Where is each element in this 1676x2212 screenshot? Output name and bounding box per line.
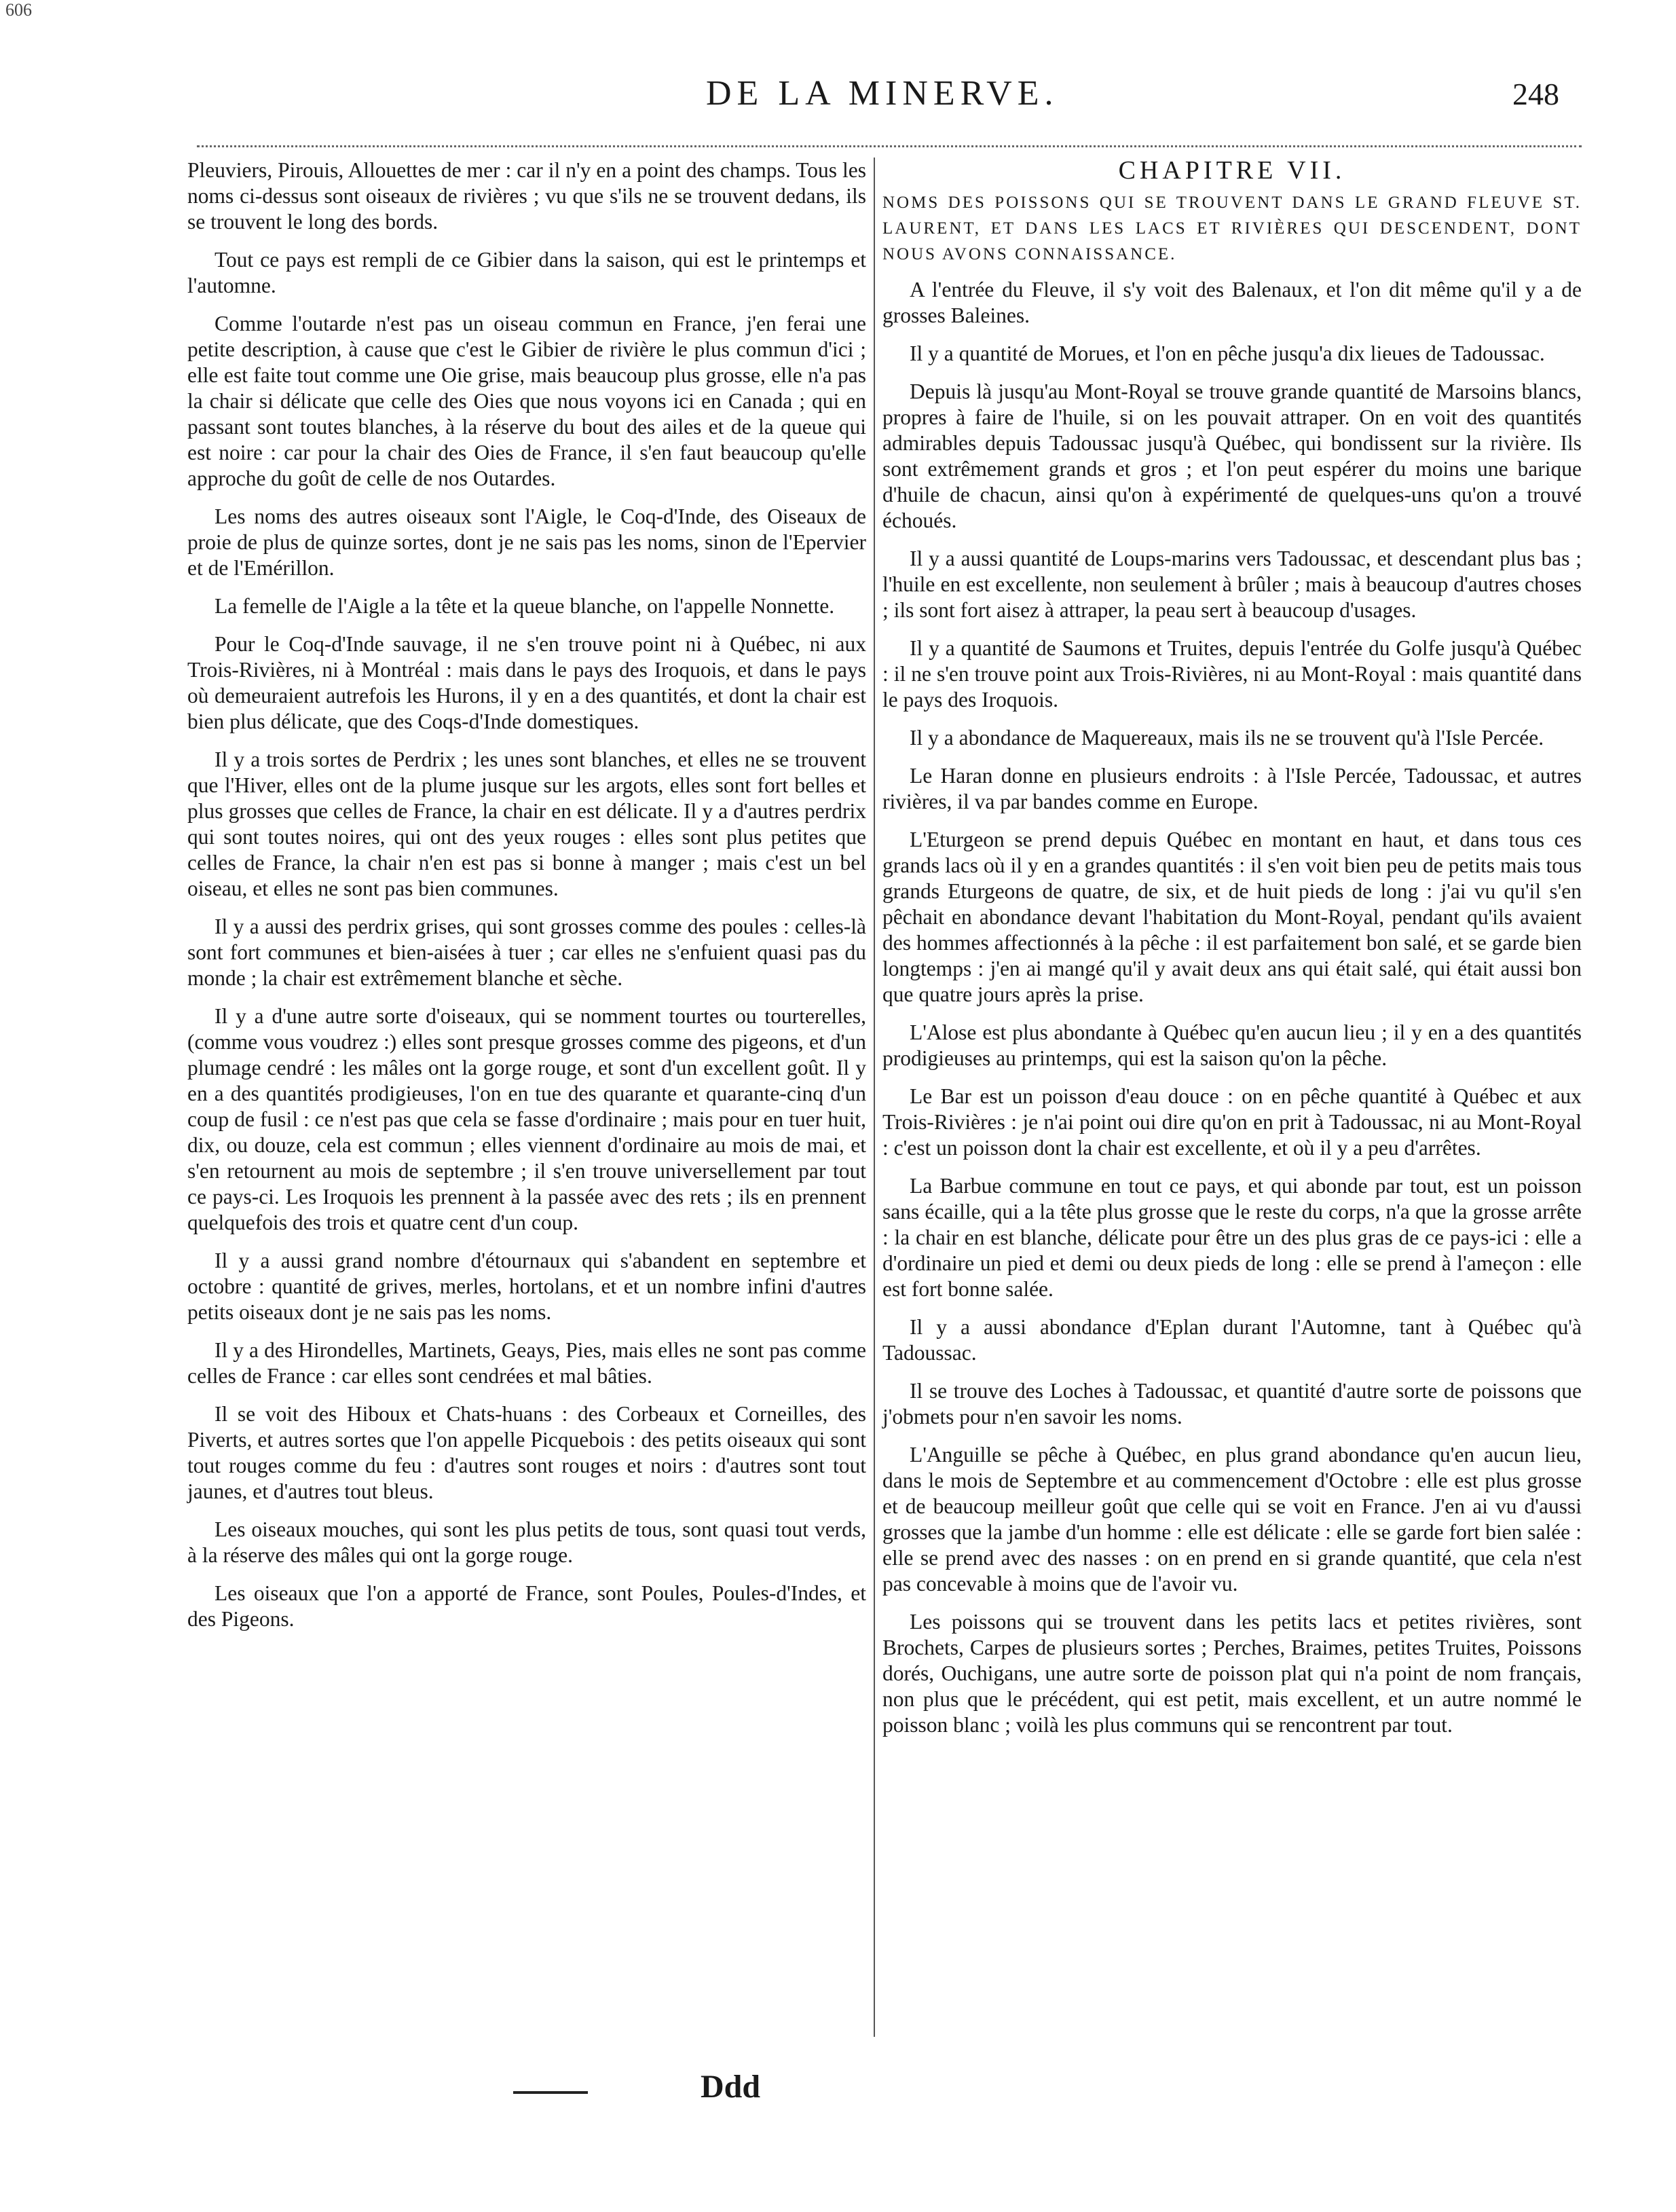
left-paragraph: Il y a d'une autre sorte d'oiseaux, qui se nomment tourtes ou tourterelles, (comme vous voudrez :) elles sont presque grosses comme des pigeons, et d'un plumage cendré : les mâles ont la gorge rouge, et sont d'un excellent goût. Il y en a des quantités prodigieuses, l'on en tue des quarante et quarante-cinq d'un coup de fusil : ce n'est pas que cela se fasse d'ordinaire ; mais pour en tuer huit, dix, ou douze, cela est commun ; elles viennent d'ordinaire au mois de mai, et s'en retournent au mois de septembre ; il s'en trouve universellement par tout ce pays-ci. Les Iroquois les prennent à la passée avec des rets ; ils en prennent quelquefois des trois et quatre cent d'un coup. [187,1004,866,1234]
right-paragraph: Il y a quantité de Saumons et Truites, depuis l'entrée du Golfe jusqu'à Québec : il ne s'en trouve point aux Trois-Rivières, ni au Mont-Royal : mais quantité dans le pays des Iroquois. [882,636,1582,712]
right-paragraph: Il y a abondance de Maquereaux, mais ils ne se trouvent qu'à l'Isle Percée. [910,726,1544,750]
page-number: 248 [1512,77,1559,111]
left-paragraph: Il y a trois sortes de Perdrix ; les unes sont blanches, et elles ne se trouvent que l'Hiver, elles ont de la plume jusque sur les argots, elles sont fort belles et plus grosses que celles de France, la chair en est délicate. Il y a d'autres perdrix qui sont toutes noires, qui ont des yeux rouges : elles sont plus petites que celles de France, la chair n'en est pas si bonne à manger ; mais c'est un bel oiseau, et elles ne sont pas bien communes. [187,748,866,900]
right-paragraph: L'Anguille se pêche à Québec, en plus grand abondance qu'en aucun lieu, dans le mois de Septembre et au commencement d'Octobre : elle est plus grosse et de beaucoup meilleur goût que celle qui se voit en France. J'en ai vu d'aussi grosses que la jambe d'un homme : elle est délicate : elle se garde fort bien salée : elle se prend avec des nasses : on en prend en si grande quantité, que cela n'est pas concevable à moins que de l'avoir vu. [882,1443,1582,1596]
left-paragraph: Il se voit des Hiboux et Chats-huans : des Corbeaux et Corneilles, des Piverts, et autres sortes que l'on appelle Picquebois : des petits oiseaux qui sont tout rouges comme du feu : d'autres sont rouges et noirs : d'autres sont tout jaunes, et d'autres tout bleus. [187,1402,866,1503]
left-paragraph: Les oiseaux mouches, qui sont les plus petits de tous, sont quasi tout verds, à la réserve des mâles qui ont la gorge rouge. [187,1517,866,1567]
left-paragraph: Les noms des autres oiseaux sont l'Aigle, le Coq-d'Inde, des Oiseaux de proie de plus de quinze sortes, dont je ne sais pas les noms, sinon de l'Epervier et de l'Emérillon. [187,504,866,580]
right-paragraph: Il y a aussi quantité de Loups-marins vers Tadoussac, et descendant plus bas ; l'huile en est excellente, non seulement à brûler ; mais à beaucoup d'autres choses ; ils sont fort aisez à attraper, la peau sert à beaucoup d'usages. [882,547,1582,622]
right-paragraph: La Barbue commune en tout ce pays, et qui abonde par tout, est un poisson sans écaille, qui a la tête plus grosse que le reste du corps, n'a que la grosse arrête : la chair en est blanche, délicate pour être un des plus gras de ce pays-ici : elle a d'ordinaire un pied et demi ou deux pieds de long : elle se prend à l'ameçon : elle est fort bonne salée. [882,1174,1582,1301]
right-paragraph: Le Bar est un poisson d'eau douce : on en pêche quantité à Québec et aux Trois-Rivières : je n'ai point oui dire qu'on en prit à Tadoussac, ni au Mont-Royal : c'est un poisson dont la chair est excellente, et où il y a peu d'arrêtes. [882,1084,1582,1160]
right-paragraph: Le Haran donne en plusieurs endroits : à l'Isle Percée, Tadoussac, et autres rivières, il va par bandes comme en Europe. [882,764,1582,813]
right-paragraph: L'Alose est plus abondante à Québec qu'en aucun lieu ; il y en a des quantités prodigieuses au printemps, qui est la saison qu'on la pêche. [882,1020,1582,1070]
right-column [882,158,1582,1750]
footer-rule [513,2091,588,2094]
column-divider [874,158,875,2037]
right-paragraph: Il y a aussi abondance d'Eplan durant l'Automne, tant à Québec qu'à Tadoussac. [882,1315,1582,1365]
left-paragraph: Pleuviers, Pirouis, Allouettes de mer : car il n'y en a point des champs. Tous les noms ci-dessus sont oiseaux de rivières ; vu que s'ils ne se trouvent dedans, ils se trouvent le long des bords. [187,158,866,234]
right-paragraph: Il y a quantité de Morues, et l'on en pêche jusqu'a dix lieues de Tadoussac. [910,342,1545,365]
right-paragraph: Il se trouve des Loches à Tadoussac, et quantité d'autre sorte de poissons que j'obmets pour n'en savoir les noms. [882,1379,1582,1428]
right-paragraph: L'Eturgeon se prend depuis Québec en montant en haut, et dans tous ces grands lacs où il y en a grandes quantités : il s'en voit bien peu de petits mais tous grands Eturgeons de quatre, de six, et de huit pieds de long : j'ai vu qu'il s'en pêchait en abondance devant l'habitation du Mont-Royal, pendant qu'ils avaient des hommes affectionnés à la pêche : il est parfaitement bon salé, et se garde bien longtemps : j'en ai mangé qu'il y avait deux ans qui était salé, qui était aussi bon que quatre jours après la prise. [882,828,1582,1006]
left-paragraph: Les oiseaux que l'on a apporté de France, sont Poules, Poules-d'Indes, et des Pigeons. [187,1581,866,1631]
right-paragraph: A l'entrée du Fleuve, il s'y voit des Balenaux, et l'on dit même qu'il y a de grosses Baleines. [882,278,1582,327]
left-paragraph: La femelle de l'Aigle a la tête et la queue blanche, on l'appelle Nonnette. [215,594,835,618]
left-paragraph: Il y a aussi des perdrix grises, qui sont grosses comme des poules : celles-là sont fort communes et bien-aisées à tuer ; car elles ne s'enfuient quasi pas du monde ; la chair est extrêmement blanche et sèche. [187,915,866,990]
left-paragraph: Il y a des Hirondelles, Martinets, Geays, Pies, mais elles ne sont pas comme celles de France : car elles sont cendrées et mal bâties. [187,1338,866,1388]
left-paragraph: Comme l'outarde n'est pas un oiseau commun en France, j'en ferai une petite description, à cause que c'est le Gibier de rivière le plus commun d'ici ; elle est faite tout comme une Oie grise, mais beaucoup plus grosse, elle n'a pas la chair si délicate que celle des Oies que nous voyons ici en Canada ; qui en passant sont toutes blanches, à la réserve du bout des ailes et de la queue qui est noire : car pour la chair des Oies de France, il s'en faut beaucoup qu'elle approche du goût de celle de nos Outardes. [187,312,866,490]
signature-mark: Ddd [701,2069,761,2105]
left-paragraph: Il y a aussi grand nombre d'étournaux qui s'abandent en septembre et octobre : quantité de grives, merles, hortolans, et et un nombre infini d'autres petits oiseaux dont je ne sais pas les noms. [187,1249,866,1324]
chapter-title: CHAPITRE VII. [1118,156,1346,185]
left-column [187,158,866,1644]
left-paragraph: Pour le Coq-d'Inde sauvage, il ne s'en trouve point ni à Québec, ni aux Trois-Rivières, ni à Montréal : mais dans le pays des Iroquois, et dans le pays où demeuraient autrefois les Hurons, il y en a des quantités, et dont la chair est bien plus délicate, que des Coqs-d'Inde domestiques. [187,632,866,733]
left-paragraph: Tout ce pays est rempli de ce Gibier dans la saison, qui est le printemps et l'automne. [187,248,866,297]
right-paragraph: Les poissons qui se trouvent dans les petits lacs et petites rivières, sont Brochets, Carpes de plusieurs sortes ; Perches, Braimes, petites Truites, Poissons dorés, Ouchigans, une autre sorte de poisson plat qui n'a point de nom français, non plus que le précédent, qui est petit, mais excellent, et un autre nommé le poisson blanc ; voilà les plus communs qui se rencontrent par tout. [882,1610,1582,1737]
right-paragraph: Depuis là jusqu'au Mont-Royal se trouve grande quantité de Marsoins blancs, propres à faire de l'huile, si on les pouvait attraper. On en voit des quantités admirables depuis Tadoussac jusqu'à Québec, qui bondissent sur la rivière. Ils sont extrêmement grands et gros ; et l'on peut espérer du moins une barique d'huile de chacun, ainsi qu'on à expérimenté de quelques-uns qu'on a trouvé échoués. [882,380,1582,532]
corner-mark: 606 [5,0,32,20]
running-head: DE LA MINERVE. [706,74,1059,113]
chapter-subtitle: NOMS DES POISSONS QUI SE TROUVENT DANS LE GRAND FLEUVE ST. LAURENT, ET DANS LES LACS ET RIVIÈRES QUI DESCENDENT, DONT NOUS AVONS CONNAISSANCE. [882,193,1582,263]
header-rule [197,145,1582,147]
